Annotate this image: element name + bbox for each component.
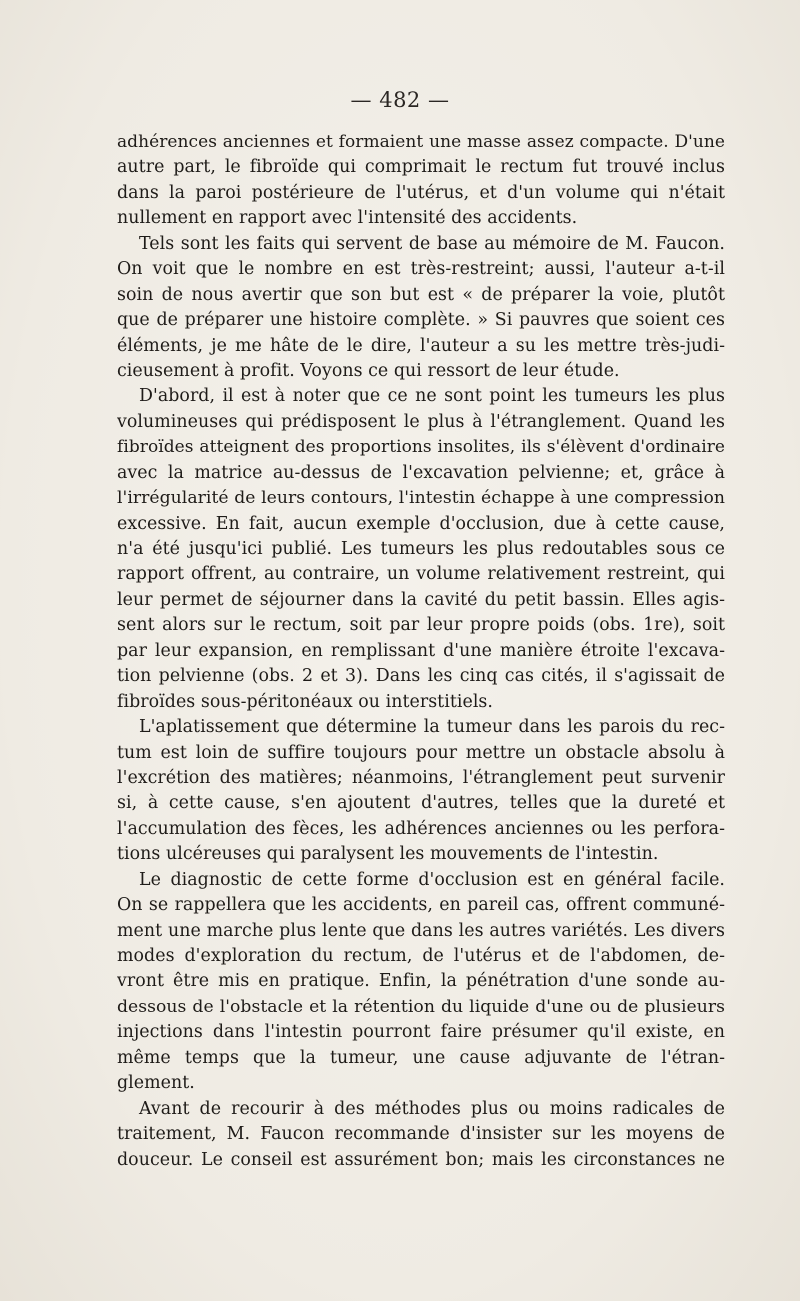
text-line: l'excrétion des matières; néanmoins, l'étranglement peut survenir [117, 767, 725, 788]
text-line: que de préparer une histoire complète. » Si pauvres que soient ces [117, 310, 725, 331]
text-line: autre part, le fibroïde qui comprimait le rectum fut trouvé inclus [117, 157, 725, 178]
text-line: On se rappellera que les accidents, en pareil cas, offrent communé- [117, 895, 725, 916]
text-line: D'abord, il est à noter que ce ne sont point les tumeurs les plus [139, 386, 725, 407]
page-number: — 482 — [350, 88, 450, 112]
text-line: n'a été jusqu'ici publié. Les tumeurs les plus redoutables sous ce [117, 539, 725, 559]
text-line: même temps que la tumeur, une cause adjuvante de l'étran- [117, 1047, 725, 1068]
text-line: l'accumulation des fèces, les adhérences anciennes ou les perfora- [117, 818, 725, 839]
text-line: Tels sont les faits qui servent de base au mémoire de M. Faucon. [139, 233, 725, 254]
text-line: L'aplatissement que détermine la tumeur dans les parois du rec- [139, 717, 725, 738]
text-line: tum est loin de suffire toujours pour mettre un obstacle absolu à [117, 742, 725, 763]
text-line: Le diagnostic de cette forme d'occlusion est en général facile. [139, 869, 725, 890]
text-line: injections dans l'intestin pourront faire présumer qu'il existe, en [117, 1022, 725, 1043]
text-line: si, à cette cause, s'en ajoutent d'autres, telles que la dureté et [117, 793, 725, 814]
text-line: glement. [117, 1073, 195, 1094]
text-line: dans la paroi postérieure de l'utérus, et d'un volume qui n'était [117, 182, 725, 203]
text-line: Avant de recourir à des méthodes plus ou moins radicales de [139, 1098, 725, 1119]
body-text [117, 130, 725, 1173]
text-line: excessive. En fait, aucun exemple d'occlusion, due à cette cause, [117, 513, 725, 534]
text-line: rapport offrent, au contraire, un volume relativement restreint, qui [117, 564, 725, 585]
text-line: cieusement à profit. Voyons ce qui ressort de leur étude. [117, 360, 620, 381]
text-line: On voit que le nombre en est très-restreint; aussi, l'auteur a-t-il [117, 259, 725, 280]
text-line: soin de nous avertir que son but est « de préparer la voie, plutôt [117, 284, 725, 305]
text-line: tion pelvienne (obs. 2 et 3). Dans les cinq cas cités, il s'agissait de [117, 666, 725, 687]
text-line: modes d'exploration du rectum, de l'utérus et de l'abdomen, de- [117, 946, 725, 966]
text-line: vront être mis en pratique. Enfin, la pénétration d'une sonde au- [117, 971, 725, 992]
text-line: éléments, je me hâte de le dire, l'auteur a su les mettre très-judi- [117, 335, 725, 356]
text-line: adhérences anciennes et formaient une masse assez compacte. D'une [117, 132, 725, 152]
text-line: douceur. Le conseil est assurément bon; mais les circonstances ne [117, 1149, 725, 1170]
text-line: dessous de l'obstacle et la rétention du liquide d'une ou de plusieurs [117, 996, 725, 1017]
text-line: avec la matrice au-dessus de l'excavation pelvienne; et, grâce à [117, 462, 725, 483]
text-line: l'irrégularité de leurs contours, l'intestin échappe à une compression [117, 488, 725, 509]
text-line: tions ulcéreuses qui paralysent les mouvements de l'intestin. [117, 844, 659, 865]
text-line: ment une marche plus lente que dans les autres variétés. Les divers [117, 920, 725, 941]
text-line: fibroïdes atteignent des proportions insolites, ils s'élèvent d'ordinaire [117, 437, 725, 458]
text-line: sent alors sur le rectum, soit par leur propre poids (obs. 1re), soit [117, 615, 725, 636]
text-line: traitement, M. Faucon recommande d'insister sur les moyens de [117, 1124, 725, 1145]
text-line: nullement en rapport avec l'intensité des accidents. [117, 208, 578, 229]
text-line: par leur expansion, en remplissant d'une manière étroite l'excava- [117, 640, 725, 661]
text-line: leur permet de séjourner dans la cavité du petit bassin. Elles agis- [117, 589, 725, 610]
text-line: fibroïdes sous-péritonéaux ou interstitiels. [117, 691, 493, 712]
text-line: volumineuses qui prédisposent le plus à l'étranglement. Quand les [117, 411, 725, 432]
